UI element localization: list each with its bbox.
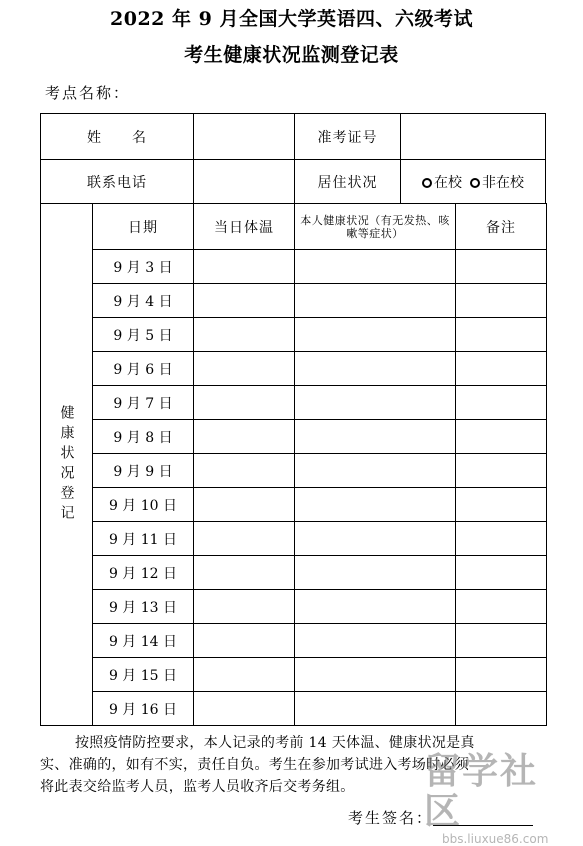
- health-header: 本人健康状况（有无发热、咳嗽等症状）: [295, 204, 456, 250]
- table-row: [41, 692, 547, 726]
- table-row: [41, 386, 547, 420]
- residence-option-label: 在校: [434, 174, 462, 191]
- residence-option-1[interactable]: [470, 172, 524, 192]
- remark-header: 备注: [456, 204, 547, 250]
- table-row: [41, 658, 547, 692]
- health-input[interactable]: [295, 488, 456, 522]
- exam-site-label: 考点名称：: [45, 84, 131, 102]
- name-label: 姓 名: [41, 114, 194, 160]
- health-input[interactable]: [295, 318, 456, 352]
- watermark-logo-text: 留学社区: [424, 751, 539, 832]
- temp-input[interactable]: [194, 318, 295, 352]
- health-input[interactable]: [295, 420, 456, 454]
- temp-input[interactable]: [194, 556, 295, 590]
- temp-input[interactable]: [194, 488, 295, 522]
- exam-id-field[interactable]: [400, 113, 546, 160]
- signature-label: 考生签名：: [348, 809, 434, 827]
- date-cell: 9 月 16 日: [93, 692, 194, 726]
- pledge-line-3: 将此表交给监考人员，监考人员收齐后交考务组。: [40, 779, 355, 795]
- date-cell: 9 月 5 日: [93, 318, 194, 352]
- pledge-line-2: 实、准确的，如有不实，责任自负。考生在参加考试进入考场时必须: [40, 757, 469, 773]
- remark-input[interactable]: [456, 318, 547, 352]
- table-row: [41, 318, 547, 352]
- remark-input[interactable]: [456, 352, 547, 386]
- health-input[interactable]: [295, 454, 456, 488]
- date-cell: 9 月 4 日: [93, 284, 194, 318]
- remark-input[interactable]: [456, 522, 547, 556]
- date-cell: 9 月 6 日: [93, 352, 194, 386]
- health-input[interactable]: [295, 522, 456, 556]
- date-cell: 9 月 15 日: [93, 658, 194, 692]
- table-row: [41, 454, 547, 488]
- date-cell: 9 月 12 日: [93, 556, 194, 590]
- table-row: [41, 488, 547, 522]
- temp-input[interactable]: [194, 692, 295, 726]
- remark-input[interactable]: [456, 386, 547, 420]
- remark-input[interactable]: [456, 488, 547, 522]
- health-input[interactable]: [295, 352, 456, 386]
- date-cell: 9 月 11 日: [93, 522, 194, 556]
- remark-input[interactable]: [456, 590, 547, 624]
- date-cell: 9 月 7 日: [93, 386, 194, 420]
- header-row: [41, 204, 547, 250]
- temp-header: 当日体温: [194, 204, 295, 250]
- health-input[interactable]: [295, 692, 456, 726]
- date-cell: 9 月 10 日: [93, 488, 194, 522]
- health-input[interactable]: [295, 386, 456, 420]
- temp-input[interactable]: [194, 250, 295, 284]
- residence-option-0[interactable]: [422, 172, 462, 192]
- contact-label: 联系电话: [41, 160, 194, 204]
- date-cell: 9 月 3 日: [93, 250, 194, 284]
- residence-option-label: 非在校: [482, 174, 524, 191]
- date-cell: 9 月 13 日: [93, 590, 194, 624]
- residence-options: [400, 159, 546, 204]
- temp-input[interactable]: [194, 352, 295, 386]
- remark-input[interactable]: [456, 284, 547, 318]
- watermark-logo: [424, 751, 574, 846]
- radio-icon: [470, 178, 480, 188]
- health-input[interactable]: [295, 590, 456, 624]
- health-input[interactable]: [295, 250, 456, 284]
- temp-input[interactable]: [194, 522, 295, 556]
- date-cell: 9 月 14 日: [93, 624, 194, 658]
- remark-input[interactable]: [456, 692, 547, 726]
- temp-input[interactable]: [194, 386, 295, 420]
- date-cell: 9 月 9 日: [93, 454, 194, 488]
- exam-id-label: 准考证号: [294, 113, 401, 160]
- table-row: [41, 250, 547, 284]
- remark-input[interactable]: [456, 250, 547, 284]
- table-row: [41, 420, 547, 454]
- remark-input[interactable]: [456, 454, 547, 488]
- temp-input[interactable]: [194, 284, 295, 318]
- temp-input[interactable]: [194, 454, 295, 488]
- pledge-line-1: 按照疫情防控要求，本人记录的考前 14 天体温、健康状况是真: [75, 735, 475, 751]
- table-row: [41, 352, 547, 386]
- table-row: [41, 522, 547, 556]
- remark-input[interactable]: [456, 420, 547, 454]
- date-cell: 9 月 8 日: [93, 420, 194, 454]
- remark-input[interactable]: [456, 624, 547, 658]
- table-row: [41, 556, 547, 590]
- remark-input[interactable]: [456, 556, 547, 590]
- title-line-1: 2022 年 9 月全国大学英语四、六级考试: [110, 8, 473, 30]
- health-form-grid: [40, 113, 547, 726]
- side-label-cell: [41, 204, 93, 726]
- temp-input[interactable]: [194, 624, 295, 658]
- health-input[interactable]: [295, 284, 456, 318]
- temp-input[interactable]: [194, 420, 295, 454]
- title-line-2: 考生健康状况监测登记表: [184, 44, 399, 66]
- radio-icon: [422, 178, 432, 188]
- table-row: [41, 590, 547, 624]
- temp-input[interactable]: [194, 590, 295, 624]
- watermark-url: bbs.liuxue86.com: [442, 832, 549, 846]
- temp-input[interactable]: [194, 658, 295, 692]
- table-row: [41, 624, 547, 658]
- date-header: 日期: [93, 204, 194, 250]
- side-label: 健康状况登记: [58, 404, 75, 525]
- residence-label: 居住状况: [294, 159, 401, 204]
- table-row: [41, 284, 547, 318]
- health-input[interactable]: [295, 624, 456, 658]
- health-input[interactable]: [295, 556, 456, 590]
- remark-input[interactable]: [456, 658, 547, 692]
- health-input[interactable]: [295, 658, 456, 692]
